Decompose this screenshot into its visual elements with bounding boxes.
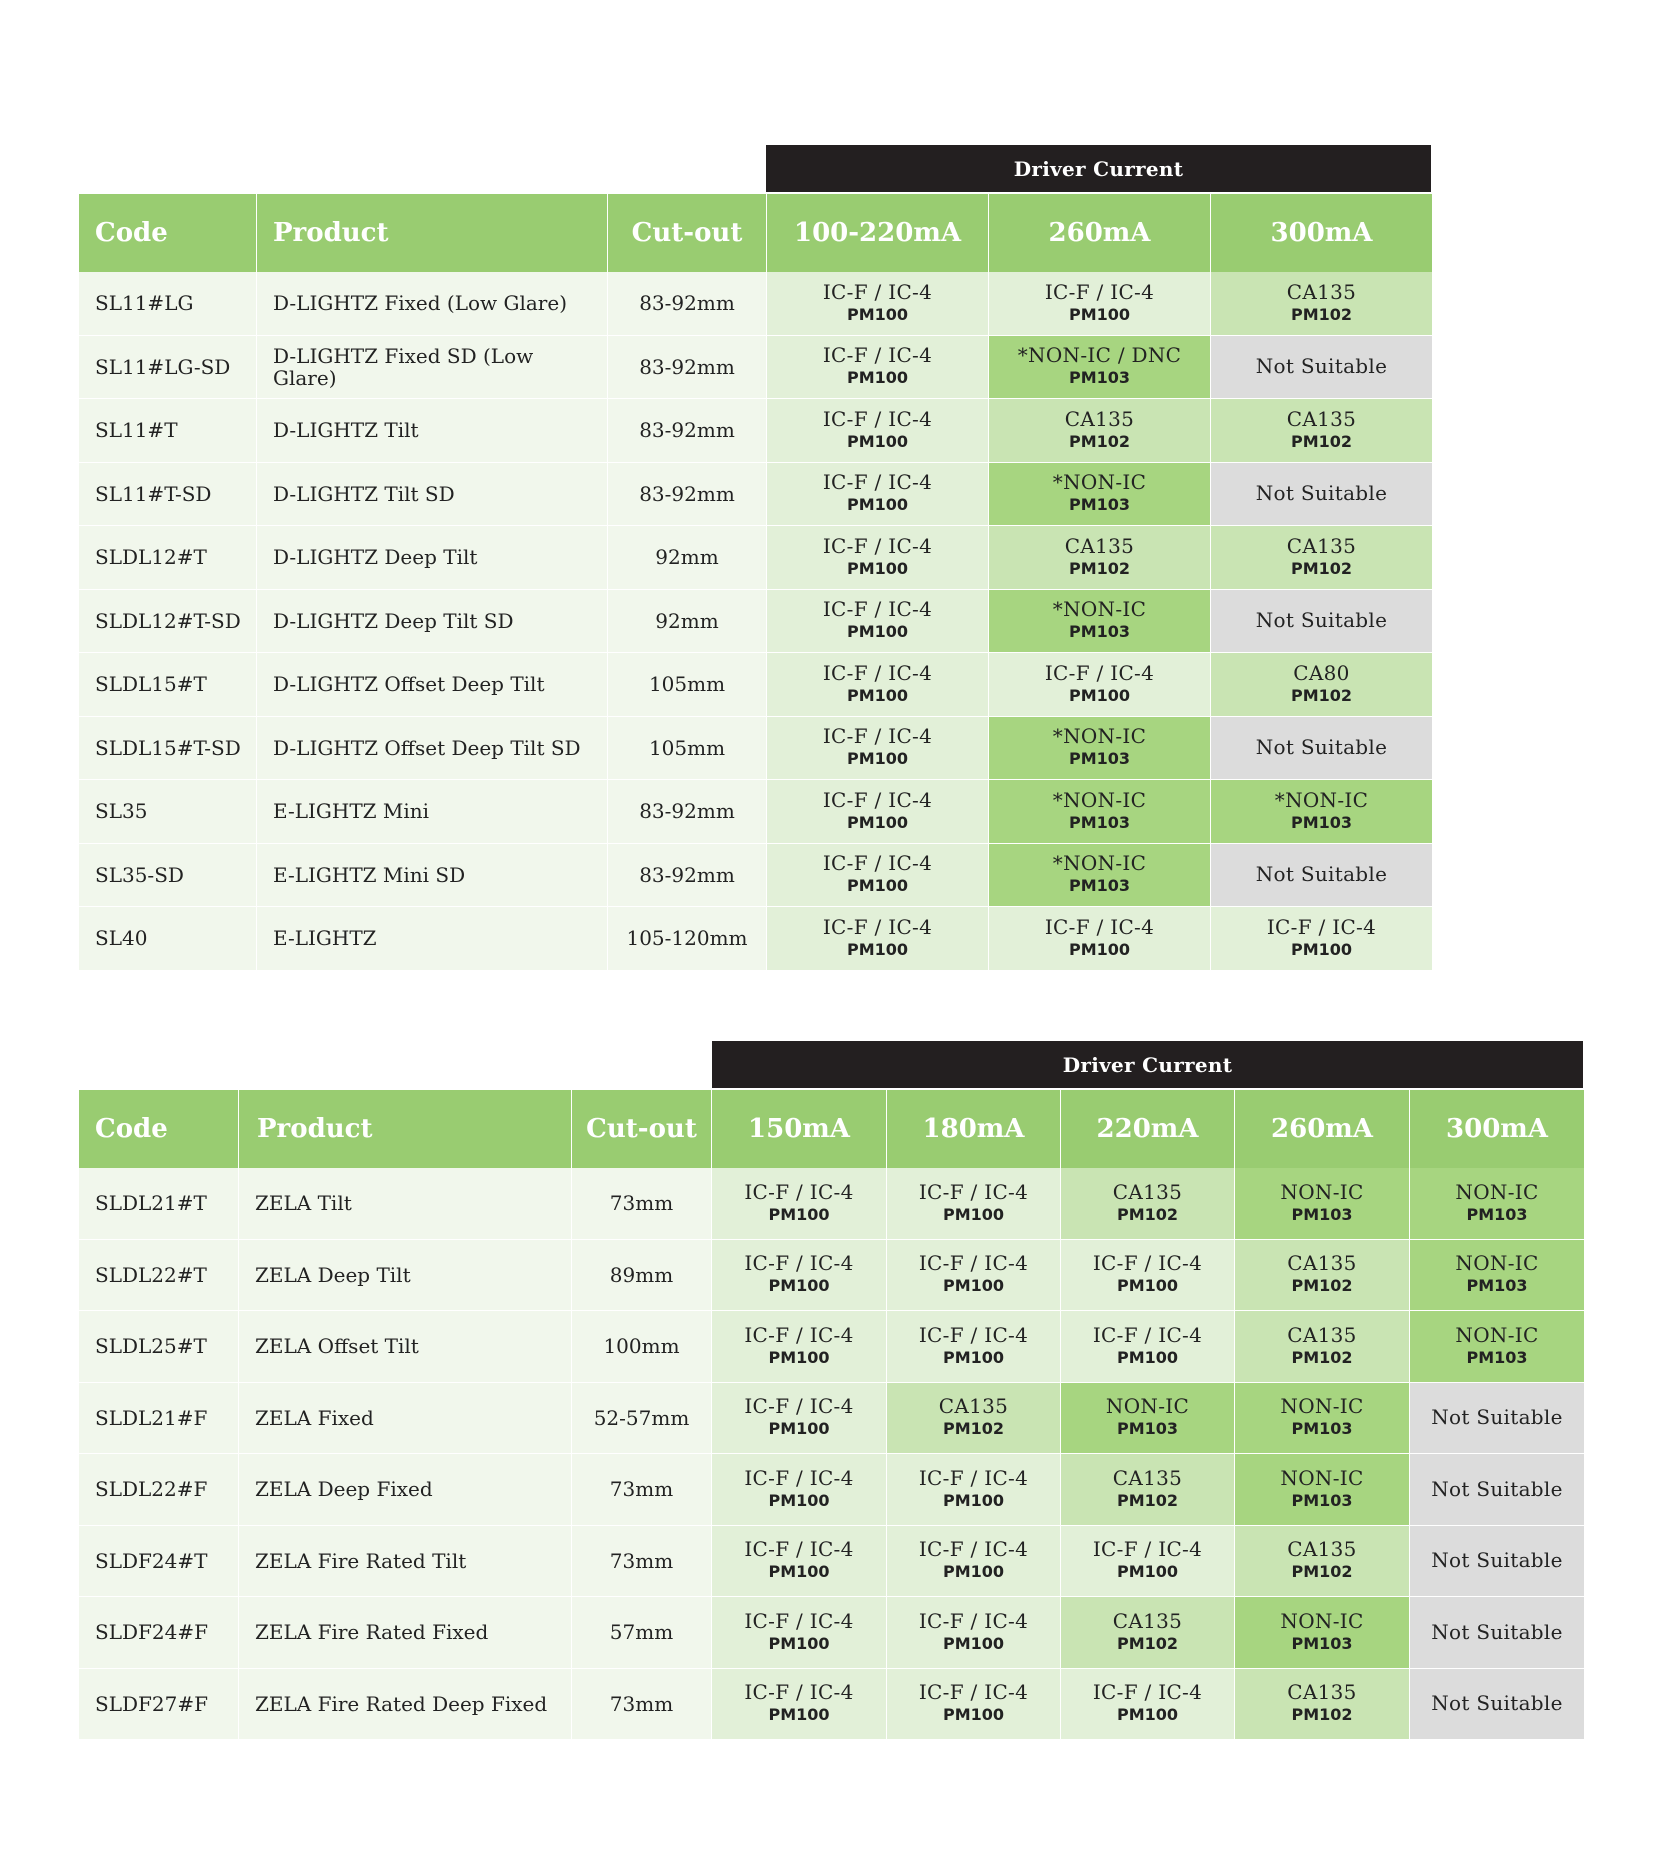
cell-driver xyxy=(712,1669,887,1741)
cell-cutout: 83-92mm xyxy=(608,272,767,336)
cell-product: D-LIGHTZ Fixed SD (Low Glare) xyxy=(257,336,608,400)
cell-cutout: 105mm xyxy=(608,717,767,781)
driver-part-code: PM102 xyxy=(1291,1347,1353,1367)
driver-rating: IC-F / IC-4 xyxy=(918,1537,1029,1562)
cell-driver xyxy=(989,399,1211,463)
cell-driver xyxy=(1211,717,1432,781)
cell-driver xyxy=(1211,463,1432,527)
cell-code: SL11#T xyxy=(79,399,257,463)
driver-current-band: Driver Current xyxy=(712,1041,1583,1088)
cell-cutout: 52-57mm xyxy=(572,1383,712,1455)
driver-part-code: PM100 xyxy=(768,1562,830,1582)
driver-rating: IC-F / IC-4 xyxy=(918,1465,1029,1490)
driver-part-code: PM102 xyxy=(1116,1633,1179,1653)
header-current: 260mA xyxy=(989,194,1211,272)
cell-driver xyxy=(767,272,989,336)
cell-code: SLDL21#T xyxy=(79,1168,239,1240)
driver-rating: IC-F / IC-4 xyxy=(822,851,933,876)
driver-rating: IC-F / IC-4 xyxy=(744,1608,854,1633)
cell-driver xyxy=(887,1168,1061,1240)
driver-rating: IC-F / IC-4 xyxy=(822,597,933,622)
driver-rating: IC-F / IC-4 xyxy=(822,470,933,495)
driver-rating: NON-IC xyxy=(1455,1251,1539,1276)
cell-driver xyxy=(887,1454,1061,1526)
cell-cutout: 105mm xyxy=(608,653,767,717)
cell-code: SL35 xyxy=(79,780,257,844)
driver-rating: *NON-IC xyxy=(1052,470,1147,495)
driver-part-code: PM100 xyxy=(942,1276,1005,1296)
cell-product: D-LIGHTZ Deep Tilt xyxy=(257,526,608,590)
driver-part-code: PM102 xyxy=(1290,685,1353,705)
driver-part-code: PM100 xyxy=(846,749,909,769)
cell-cutout: 83-92mm xyxy=(608,463,767,527)
cell-driver xyxy=(712,1311,887,1383)
driver-part-code: PM100 xyxy=(1116,1347,1179,1367)
driver-part-code: PM100 xyxy=(846,876,909,896)
driver-part-code: PM103 xyxy=(1068,495,1131,515)
driver-part-code: PM100 xyxy=(768,1705,830,1725)
driver-part-code: PM103 xyxy=(1116,1419,1179,1439)
cell-product: E-LIGHTZ Mini xyxy=(257,780,608,844)
cell-code: SLDL22#F xyxy=(79,1454,239,1526)
driver-part-code: PM103 xyxy=(1291,1419,1353,1439)
driver-rating: Not Suitable xyxy=(1255,735,1388,760)
cell-driver xyxy=(1235,1168,1410,1240)
cell-driver xyxy=(712,1454,887,1526)
driver-rating: NON-IC xyxy=(1280,1179,1364,1204)
driver-part-code: PM103 xyxy=(1068,368,1131,388)
cell-driver xyxy=(1061,1240,1235,1312)
driver-part-code: PM100 xyxy=(768,1633,830,1653)
cell-driver xyxy=(1211,336,1432,400)
cell-driver xyxy=(767,399,989,463)
driver-part-code: PM103 xyxy=(1068,876,1131,896)
driver-rating: NON-IC xyxy=(1455,1179,1539,1204)
driver-rating: IC-F / IC-4 xyxy=(1044,279,1155,304)
driver-part-code: PM100 xyxy=(768,1490,830,1510)
header-current: 220mA xyxy=(1061,1090,1235,1168)
cell-driver xyxy=(1235,1597,1410,1669)
cell-code: SL11#LG xyxy=(79,272,257,336)
driver-rating: IC-F / IC-4 xyxy=(744,1179,854,1204)
cell-driver xyxy=(989,463,1211,527)
cell-product: ZELA Deep Fixed xyxy=(239,1454,572,1526)
cell-driver xyxy=(1211,526,1432,590)
cell-driver xyxy=(1235,1669,1410,1741)
cell-product: D-LIGHTZ Fixed (Low Glare) xyxy=(257,272,608,336)
driver-rating: *NON-IC xyxy=(1052,724,1147,749)
header-cutout: Cut-out xyxy=(608,194,767,272)
driver-rating: IC-F / IC-4 xyxy=(918,1322,1029,1347)
cell-driver xyxy=(767,780,989,844)
cell-driver xyxy=(887,1526,1061,1598)
driver-part-code: PM102 xyxy=(1290,304,1353,324)
driver-rating: *NON-IC xyxy=(1052,787,1147,812)
driver-part-code: PM100 xyxy=(846,622,909,642)
driver-rating: CA135 xyxy=(1112,1465,1183,1490)
driver-part-code: PM103 xyxy=(1466,1204,1528,1224)
driver-rating: IC-F / IC-4 xyxy=(918,1251,1029,1276)
cell-driver xyxy=(767,717,989,781)
driver-rating: IC-F / IC-4 xyxy=(822,660,933,685)
driver-part-code: PM100 xyxy=(768,1419,830,1439)
driver-part-code: PM102 xyxy=(1116,1204,1179,1224)
driver-rating: Not Suitable xyxy=(1431,1405,1563,1430)
driver-part-code: PM100 xyxy=(846,431,909,451)
header-product: Product xyxy=(239,1090,572,1168)
driver-part-code: PM100 xyxy=(942,1490,1005,1510)
cell-code: SLDL12#T xyxy=(79,526,257,590)
cell-driver xyxy=(1211,399,1432,463)
cell-cutout: 73mm xyxy=(572,1168,712,1240)
cell-driver xyxy=(1410,1669,1584,1741)
driver-rating: IC-F / IC-4 xyxy=(1266,914,1377,939)
cell-code: SLDL21#F xyxy=(79,1383,239,1455)
cell-cutout: 73mm xyxy=(572,1454,712,1526)
cell-driver xyxy=(767,590,989,654)
driver-rating: IC-F / IC-4 xyxy=(1092,1680,1203,1705)
cell-product: D-LIGHTZ Offset Deep Tilt xyxy=(257,653,608,717)
header-current: 300mA xyxy=(1410,1090,1584,1168)
driver-part-code: PM100 xyxy=(846,812,909,832)
cell-cutout: 83-92mm xyxy=(608,844,767,908)
cell-driver xyxy=(1410,1454,1584,1526)
cell-driver xyxy=(712,1526,887,1598)
driver-part-code: PM100 xyxy=(846,685,909,705)
cell-driver xyxy=(989,780,1211,844)
driver-rating: IC-F / IC-4 xyxy=(744,1251,854,1276)
cell-cutout: 73mm xyxy=(572,1526,712,1598)
cell-driver xyxy=(989,844,1211,908)
driver-part-code: PM100 xyxy=(1068,685,1131,705)
driver-rating: NON-IC xyxy=(1105,1394,1190,1419)
cell-driver xyxy=(1211,653,1432,717)
header-cutout: Cut-out xyxy=(572,1090,712,1168)
driver-rating: IC-F / IC-4 xyxy=(822,724,933,749)
driver-rating: IC-F / IC-4 xyxy=(822,914,933,939)
cell-driver xyxy=(767,463,989,527)
cell-driver xyxy=(989,653,1211,717)
driver-part-code: PM103 xyxy=(1466,1276,1528,1296)
cell-product: D-LIGHTZ Deep Tilt SD xyxy=(257,590,608,654)
cell-cutout: 89mm xyxy=(572,1240,712,1312)
driver-rating: CA135 xyxy=(1287,1251,1357,1276)
cell-code: SL11#LG-SD xyxy=(79,336,257,400)
driver-rating: IC-F / IC-4 xyxy=(822,406,933,431)
driver-part-code: PM103 xyxy=(1291,1204,1353,1224)
driver-rating: IC-F / IC-4 xyxy=(744,1322,854,1347)
cell-product: ZELA Deep Tilt xyxy=(239,1240,572,1312)
header-current: 180mA xyxy=(887,1090,1061,1168)
driver-part-code: PM100 xyxy=(942,1204,1005,1224)
driver-part-code: PM100 xyxy=(768,1204,830,1224)
driver-part-code: PM103 xyxy=(1290,812,1353,832)
cell-driver xyxy=(1211,907,1432,971)
driver-part-code: PM102 xyxy=(942,1419,1005,1439)
cell-code: SL11#T-SD xyxy=(79,463,257,527)
driver-part-code: PM102 xyxy=(1068,431,1131,451)
cell-driver xyxy=(767,907,989,971)
driver-rating: IC-F / IC-4 xyxy=(1092,1537,1203,1562)
driver-part-code: PM100 xyxy=(1290,939,1353,959)
driver-rating: IC-F / IC-4 xyxy=(822,279,933,304)
driver-part-code: PM102 xyxy=(1291,1562,1353,1582)
driver-part-code: PM100 xyxy=(846,368,909,388)
driver-rating: CA135 xyxy=(1286,533,1357,558)
driver-rating: CA135 xyxy=(1287,1322,1357,1347)
driver-rating: Not Suitable xyxy=(1255,481,1388,506)
driver-rating: Not Suitable xyxy=(1255,354,1388,379)
driver-rating: NON-IC xyxy=(1280,1394,1364,1419)
cell-driver xyxy=(989,272,1211,336)
cell-driver xyxy=(887,1383,1061,1455)
driver-rating: CA135 xyxy=(1286,279,1357,304)
driver-rating: CA80 xyxy=(1293,660,1350,685)
driver-rating: IC-F / IC-4 xyxy=(744,1465,854,1490)
driver-rating: NON-IC xyxy=(1455,1322,1539,1347)
driver-part-code: PM103 xyxy=(1291,1633,1353,1653)
driver-part-code: PM100 xyxy=(1068,939,1131,959)
driver-part-code: PM100 xyxy=(1116,1705,1179,1725)
driver-rating: Not Suitable xyxy=(1255,608,1388,633)
cell-driver xyxy=(1235,1526,1410,1598)
driver-rating: IC-F / IC-4 xyxy=(744,1537,854,1562)
cell-driver xyxy=(712,1240,887,1312)
header-code: Code xyxy=(79,194,257,272)
cell-driver xyxy=(712,1383,887,1455)
driver-part-code: PM100 xyxy=(1116,1562,1179,1582)
cell-driver xyxy=(989,526,1211,590)
driver-rating: CA135 xyxy=(938,1394,1009,1419)
cell-code: SLDL15#T-SD xyxy=(79,717,257,781)
driver-rating: IC-F / IC-4 xyxy=(1044,914,1155,939)
cell-product: ZELA Fire Rated Tilt xyxy=(239,1526,572,1598)
driver-part-code: PM100 xyxy=(846,304,909,324)
cell-driver xyxy=(1211,844,1432,908)
cell-cutout: 92mm xyxy=(608,590,767,654)
cell-driver xyxy=(989,717,1211,781)
cell-cutout: 73mm xyxy=(572,1669,712,1741)
cell-product: E-LIGHTZ xyxy=(257,907,608,971)
cell-product: D-LIGHTZ Tilt SD xyxy=(257,463,608,527)
header-current: 300mA xyxy=(1211,194,1432,272)
cell-cutout: 83-92mm xyxy=(608,336,767,400)
cell-cutout: 83-92mm xyxy=(608,399,767,463)
driver-rating: CA135 xyxy=(1112,1179,1183,1204)
cell-code: SL35-SD xyxy=(79,844,257,908)
cell-driver xyxy=(1235,1383,1410,1455)
driver-part-code: PM100 xyxy=(942,1562,1005,1582)
header-current: 100-220mA xyxy=(767,194,989,272)
driver-rating: NON-IC xyxy=(1280,1465,1364,1490)
cell-driver xyxy=(1211,590,1432,654)
driver-part-code: PM103 xyxy=(1291,1490,1353,1510)
driver-part-code: PM102 xyxy=(1068,558,1131,578)
driver-rating: IC-F / IC-4 xyxy=(1092,1251,1203,1276)
header-code: Code xyxy=(79,1090,239,1168)
driver-rating: IC-F / IC-4 xyxy=(822,533,933,558)
driver-rating: Not Suitable xyxy=(1431,1476,1563,1501)
cell-driver xyxy=(1410,1383,1584,1455)
cell-driver xyxy=(1235,1311,1410,1383)
driver-rating: *NON-IC xyxy=(1274,787,1369,812)
driver-part-code: PM100 xyxy=(1068,304,1131,324)
cell-driver xyxy=(1211,780,1432,844)
cell-code: SLDF24#T xyxy=(79,1526,239,1598)
cell-driver xyxy=(767,653,989,717)
cell-driver xyxy=(767,526,989,590)
cell-driver xyxy=(1061,1168,1235,1240)
cell-cutout: 92mm xyxy=(608,526,767,590)
cell-driver xyxy=(887,1669,1061,1741)
cell-product: D-LIGHTZ Tilt xyxy=(257,399,608,463)
cell-driver xyxy=(1061,1454,1235,1526)
driver-part-code: PM100 xyxy=(942,1633,1005,1653)
driver-part-code: PM103 xyxy=(1466,1347,1528,1367)
cell-cutout: 100mm xyxy=(572,1311,712,1383)
header-current: 260mA xyxy=(1235,1090,1410,1168)
header-current: 150mA xyxy=(712,1090,887,1168)
cell-driver xyxy=(887,1311,1061,1383)
driver-rating: Not Suitable xyxy=(1431,1691,1563,1716)
driver-rating: *NON-IC xyxy=(1052,851,1147,876)
driver-part-code: PM102 xyxy=(1116,1490,1179,1510)
driver-part-code: PM100 xyxy=(942,1705,1005,1725)
cell-code: SLDL15#T xyxy=(79,653,257,717)
cell-driver xyxy=(989,590,1211,654)
cell-driver xyxy=(1235,1240,1410,1312)
driver-rating: *NON-IC xyxy=(1052,597,1147,622)
cell-driver xyxy=(1061,1383,1235,1455)
cell-driver xyxy=(712,1597,887,1669)
driver-rating: IC-F / IC-4 xyxy=(918,1680,1029,1705)
table-grid xyxy=(79,194,1432,971)
cell-driver xyxy=(1211,272,1432,336)
cell-product: ZELA Offset Tilt xyxy=(239,1311,572,1383)
cell-code: SLDF27#F xyxy=(79,1669,239,1741)
driver-rating: IC-F / IC-4 xyxy=(918,1179,1029,1204)
cell-driver xyxy=(1235,1454,1410,1526)
cell-driver xyxy=(1410,1597,1584,1669)
cell-product: ZELA Tilt xyxy=(239,1168,572,1240)
cell-driver xyxy=(887,1240,1061,1312)
cell-driver xyxy=(1061,1597,1235,1669)
driver-rating: *NON-IC / DNC xyxy=(1017,343,1182,368)
cell-code: SLDL25#T xyxy=(79,1311,239,1383)
driver-rating: CA135 xyxy=(1287,1680,1357,1705)
cell-driver xyxy=(1410,1526,1584,1598)
driver-rating: IC-F / IC-4 xyxy=(822,343,933,368)
cell-cutout: 105-120mm xyxy=(608,907,767,971)
driver-part-code: PM103 xyxy=(1068,812,1131,832)
driver-rating: IC-F / IC-4 xyxy=(822,787,933,812)
driver-part-code: PM103 xyxy=(1068,622,1131,642)
driver-part-code: PM100 xyxy=(942,1347,1005,1367)
driver-rating: CA135 xyxy=(1287,1537,1357,1562)
driver-rating: NON-IC xyxy=(1280,1608,1364,1633)
cell-driver xyxy=(767,844,989,908)
cell-product: ZELA Fire Rated Fixed xyxy=(239,1597,572,1669)
driver-rating: Not Suitable xyxy=(1255,862,1388,887)
cell-driver xyxy=(887,1597,1061,1669)
driver-part-code: PM100 xyxy=(846,495,909,515)
table-grid xyxy=(79,1090,1584,1740)
cell-product: ZELA Fire Rated Deep Fixed xyxy=(239,1669,572,1741)
driver-part-code: PM100 xyxy=(1116,1276,1179,1296)
driver-part-code: PM102 xyxy=(1291,1276,1353,1296)
cell-driver xyxy=(767,336,989,400)
cell-driver xyxy=(1410,1168,1584,1240)
cell-driver xyxy=(1061,1311,1235,1383)
cell-product: E-LIGHTZ Mini SD xyxy=(257,844,608,908)
cell-driver xyxy=(1061,1526,1235,1598)
cell-driver xyxy=(712,1168,887,1240)
driver-rating: Not Suitable xyxy=(1431,1619,1563,1644)
driver-part-code: PM100 xyxy=(846,939,909,959)
driver-rating: IC-F / IC-4 xyxy=(1044,660,1155,685)
driver-part-code: PM100 xyxy=(768,1276,830,1296)
cell-cutout: 83-92mm xyxy=(608,780,767,844)
driver-part-code: PM102 xyxy=(1290,431,1353,451)
driver-rating: IC-F / IC-4 xyxy=(744,1394,854,1419)
cell-driver xyxy=(1061,1669,1235,1741)
driver-part-code: PM100 xyxy=(768,1347,830,1367)
driver-rating: CA135 xyxy=(1064,406,1135,431)
driver-current-band: Driver Current xyxy=(766,145,1431,192)
driver-rating: IC-F / IC-4 xyxy=(744,1680,854,1705)
driver-rating: IC-F / IC-4 xyxy=(918,1608,1029,1633)
cell-driver xyxy=(989,907,1211,971)
driver-rating: CA135 xyxy=(1112,1608,1183,1633)
cell-driver xyxy=(989,336,1211,400)
driver-part-code: PM102 xyxy=(1291,1705,1353,1725)
driver-part-code: PM100 xyxy=(846,558,909,578)
driver-part-code: PM103 xyxy=(1068,749,1131,769)
header-product: Product xyxy=(257,194,608,272)
cell-code: SL40 xyxy=(79,907,257,971)
cell-code: SLDF24#F xyxy=(79,1597,239,1669)
cell-product: D-LIGHTZ Offset Deep Tilt SD xyxy=(257,717,608,781)
driver-rating: IC-F / IC-4 xyxy=(1092,1322,1203,1347)
cell-code: SLDL22#T xyxy=(79,1240,239,1312)
cell-code: SLDL12#T-SD xyxy=(79,590,257,654)
driver-rating: CA135 xyxy=(1286,406,1357,431)
driver-rating: CA135 xyxy=(1064,533,1135,558)
driver-part-code: PM102 xyxy=(1290,558,1353,578)
cell-driver xyxy=(1410,1311,1584,1383)
driver-rating: Not Suitable xyxy=(1431,1548,1563,1573)
cell-cutout: 57mm xyxy=(572,1597,712,1669)
cell-product: ZELA Fixed xyxy=(239,1383,572,1455)
cell-driver xyxy=(1410,1240,1584,1312)
